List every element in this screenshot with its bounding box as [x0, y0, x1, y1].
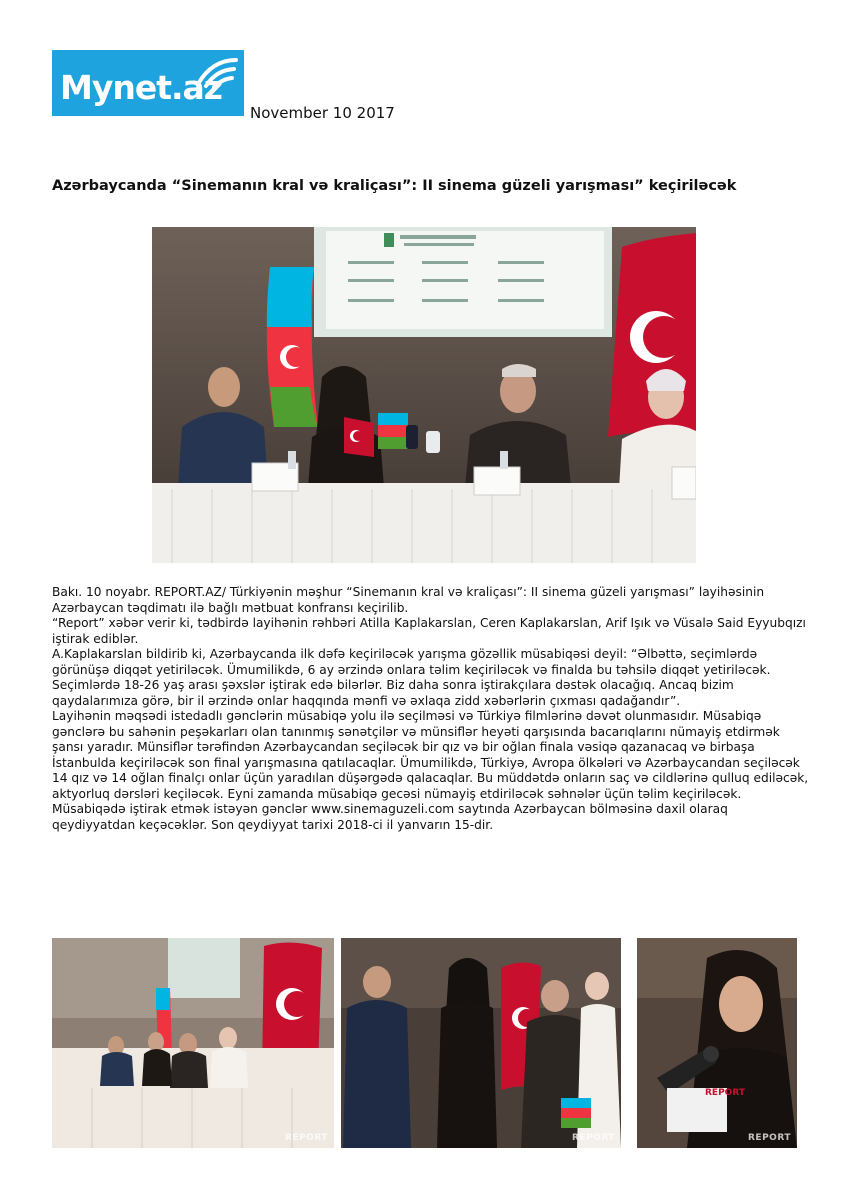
main-photo: [152, 227, 696, 563]
article-paragraph: A.Kaplakarslan bildirib ki, Azərbaycanda ilk dəfə keçiriləcək yarışma gözəllik müsabiqəsi deyil: “Əlbəttə, seçimlərdə görünüşə diqqət yetiriləcək. Ümumilikdə, 6 ay ərzində onlara təlim keçiriləcək və finalda bu təhsilə diqqət yetiriləcək. Seçimlərdə 18-26 yaş arası şəxslər iştirak edə bilərlər. Biz daha sonra iştirakçılara dəstək olacağıq. Ancaq bizim qaydalarımıza görə, bir il ərzində onlar haqqında mənfi və əxlaqa zidd xəbərlərin çıxması qadağandır”.: [52, 647, 771, 708]
signal-wave-icon: [192, 54, 240, 90]
article-paragraph: Layihənin məqsədi istedadlı gənclərin müsabiqə yolu ilə seçilməsi və Türkiyə filmlərinə dəvət olunmasıdır. Müsabiqə gənclərə bu sahənin peşəkarları olan tanınmış sənətçilər və münsiflər heyəti qarşısında bacarıqlarını nümayiş etdirmək şansı yaradır. Münsiflər tərəfindən Azərbaycandan seçiləcək bir qız və bir oğlan finala vəsiqə qazanacaq və birbaşa İstanbulda keçiriləcək son final yarışmasına qatılacaqlar. Ümumilikdə, Türkiyə, Avropa ölkələri və Azərbaycandan seçiləcək 14 qız və 14 oğlan finalçı onlar üçün yaradılan düşərgədə qalacaqlar. Bu müddətdə onların saç və cildlərinə qulluq ediləcək, aktyorluq dərsləri keçiləcək. Eyni zamanda müsabiqə gecəsi nümayiş etdiriləcək səhnələr üçün təlim keçiriləcək.: [52, 709, 809, 801]
bottom-photo-conference-wide: [52, 938, 334, 1148]
logo-wordmark: Mynet.az: [60, 68, 223, 107]
article-headline: Azərbaycanda “Sinemanın kral və kraliçası”: II sinema güzeli yarışması” keçiriləcək: [52, 178, 737, 194]
publication-date: November 10 2017: [250, 104, 395, 122]
article-paragraph: “Report” xəbər verir ki, tədbirdə layihənin rəhbəri Atilla Kaplakarslan, Ceren Kaplakarslan, Arif Işık və Vüsalə Said Eyyubqızı iştirak ediblər.: [52, 616, 806, 646]
article-body: [52, 585, 812, 833]
article-paragraph: Müsabiqədə iştirak etmək istəyən gənclər www.sinemaguzeli.com saytında Azərbaycan bölməsinə daxil olaraq qeydiyyatdan keçəcəklər. Son qeydiyyat tarixi 2018-ci il yanvarın 15-dir.: [52, 802, 728, 832]
bottom-photo-interview: [637, 938, 797, 1148]
press-conference-image: [152, 227, 696, 563]
interview-image: [637, 938, 797, 1148]
photo-watermark: REPORT: [572, 1133, 615, 1143]
photo-watermark: REPORT: [285, 1133, 328, 1143]
bottom-photo-group: [341, 938, 621, 1148]
group-standing-image: [341, 938, 621, 1148]
article-paragraph: Bakı. 10 noyabr. REPORT.AZ/ Türkiyənin məşhur “Sinemanın kral və kraliçası”: II sinema güzeli yarışması” layihəsinin Azərbaycan təqdimatı ilə bağlı mətbuat konfransı keçirilib.: [52, 585, 765, 615]
conference-wide-image: [52, 938, 334, 1148]
photo-watermark: REPORT: [748, 1133, 791, 1143]
microphone-label: REPORT: [705, 1088, 745, 1098]
site-logo[interactable]: [52, 50, 244, 116]
